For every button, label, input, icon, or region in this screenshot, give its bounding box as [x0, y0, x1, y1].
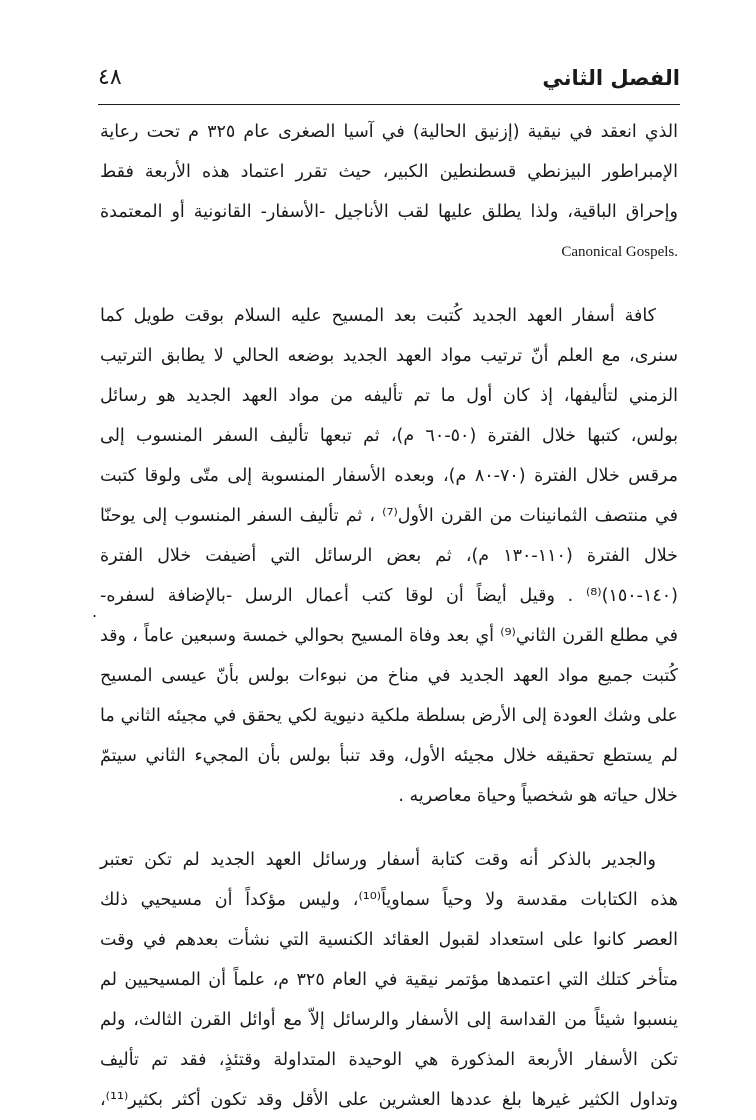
paragraph-2 — [100, 296, 678, 816]
page-header — [98, 64, 680, 104]
text-line: الذي انعقد في نيقية (إزنيق الحالية) في آسيا الصغرى عام ٣٢٥ م تحت رعاية — [100, 122, 678, 142]
text-line: مرقس خلال الفترة (٧٠-٨٠ م)، وبعده الأسفار المنسوبة إلى متّى ولوقا كتبت — [100, 466, 678, 486]
text-line: خلال حياته هو شخصياً وحياة معاصريه . — [398, 786, 678, 806]
page-number: ٤٨ — [98, 65, 122, 90]
text-line: تكن الأسفار الأربعة المذكورة هي الوحيدة المتداولة وقتئذٍ، فقد تم تأليف — [100, 1050, 678, 1070]
text-line: ينسبوا شيئاً من القداسة إلى الأسفار والرسائل إلاّ مع أوائل القرن الثالث، ولم — [100, 1010, 678, 1030]
text-line: في مطلع القرن الثاني⁽⁹⁾ أي بعد وفاة المسيح بحوالي خمسة وسبعين عاماً ، وقد — [100, 626, 678, 646]
text-line: كافة أسفار العهد الجديد كُتبت بعد المسيح عليه السلام بوقت طويل كما — [100, 306, 656, 326]
text-line: سنرى، مع العلم أنّ ترتيب مواد العهد الجديد بوضعه الحالي لا يطابق الترتيب — [100, 346, 678, 366]
text-line: لم يستطع تحقيقه خلال مجيئه الأول، وقد تنبأ بولس بأن المجيء الثاني سيتمّ — [100, 746, 678, 766]
text-line: وإحراق الباقية، ولذا يطلق عليها لقب الأناجيل -الأسفار- القانونية أو المعتمدة — [100, 202, 678, 222]
body-text — [100, 112, 678, 1120]
text-line: هذه الكتابات مقدسة ولا وحياً سماوياً⁽¹⁰⁾، وليس مؤكداً أن مسيحيي ذلك — [100, 890, 678, 910]
text-line: متأخر كتلك التي اعتمدها مؤتمر نيقية في العام ٣٢٥ م، علماً أن المسيحيين لم — [100, 970, 678, 990]
margin-mark: . — [92, 602, 98, 621]
text-line: كُتبت جميع مواد العهد الجديد في مناخ من نبوءات بولس بأنّ عيسى المسيح — [100, 666, 678, 686]
text-line: في منتصف الثمانينات من القرن الأول⁽⁷⁾ ، ثم تأليف السفر المنسوب إلى يوحنّا — [100, 506, 678, 526]
text-line: الإمبراطور البيزنطي قسطنطين الكبير، حيث تقرر اعتماد هذه الأربعة فقط — [100, 162, 678, 182]
header-divider — [98, 104, 680, 105]
text-line: وتداول الكثير غيرها بلغ عددها العشرين على الأقل وقد تكون أكثر بكثير⁽¹¹⁾، — [100, 1090, 678, 1110]
text-line: الزمني لتأليفها، إذ كان أول ما تم تأليفه من مواد العهد الجديد هو رسائل — [100, 386, 678, 406]
text-line-latin: .Canonical Gospels — [561, 244, 678, 260]
text-line: العصر كانوا على استعداد لقبول العقائد الكنسية التي نشأت بعدهم في وقت — [100, 930, 678, 950]
paragraph-1 — [100, 112, 678, 272]
text-line: (١٤٠-١٥٠)⁽⁸⁾ . وقيل أيضاً أن لوقا كتب أعمال الرسل -بالإضافة لسفره- — [100, 586, 678, 606]
text-line: والجدير بالذكر أنه وقت كتابة أسفار ورسائل العهد الجديد لم تكن تعتبر — [100, 850, 656, 870]
paragraph-3 — [100, 840, 678, 1120]
text-line: على وشك العودة إلى الأرض بسلطة ملكية دنيوية لكي يحقق في مجيئه الثاني ما — [100, 706, 678, 726]
paragraph-gap — [100, 816, 678, 840]
paragraph-gap — [100, 272, 678, 296]
text-line: خلال الفترة (١١٠-١٣٠ م)، ثم بعض الرسائل التي أضيفت خلال الفترة — [100, 546, 678, 566]
chapter-title: الفصل الثاني — [542, 66, 680, 90]
text-line: بولس، كتبها خلال الفترة (٥٠-٦٠ م)، ثم تبعها تأليف السفر المنسوب إلى — [100, 426, 678, 446]
